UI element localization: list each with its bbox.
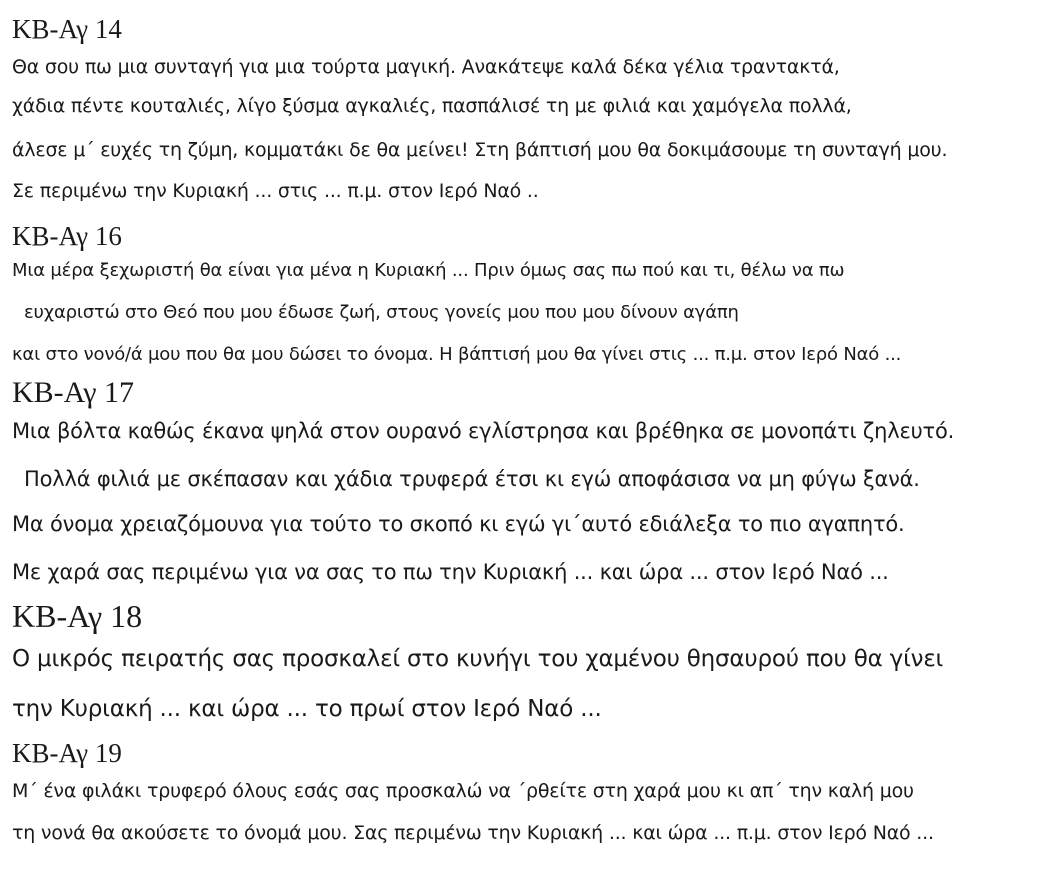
- section-14-line-2: χάδια πέντε κουταλιές, λίγο ξύσμα αγκαλιές, πασπάλισέ τη με φιλιά και χαμόγελα πολλά,: [12, 95, 852, 117]
- section-heading-16: ΚΒ-Αγ 16: [12, 221, 122, 251]
- section-heading-19: ΚΒ-Αγ 19: [12, 738, 122, 768]
- section-18-line-2: την Κυριακή ... και ώρα ... το πρωί στον Ιερό Ναό ...: [12, 696, 602, 722]
- section-14-line-4: Σε περιμένω την Κυριακή ... στις ... π.μ. στον Ιερό Ναό ..: [12, 180, 539, 202]
- section-17-line-4: Με χαρά σας περιμένω για να σας το πω την Κυριακή ... και ώρα ... στον Ιερό Ναό ...: [12, 560, 889, 584]
- section-18-line-1: Ο μικρός πειρατής σας προσκαλεί στο κυνήγι του χαμένου θησαυρού που θα γίνει: [12, 646, 944, 672]
- section-17-line-1: Μια βόλτα καθώς έκανα ψηλά στον ουρανό εγλίστρησα και βρέθηκα σε μονοπάτι ζηλευτό.: [12, 419, 955, 443]
- section-14-line-3: άλεσε μ΄ ευχές τη ζύμη, κομματάκι δε θα μείνει! Στη βάπτισή μου θα δοκιμάσουμε τη συνταγή μου.: [12, 139, 948, 161]
- section-heading-14: ΚΒ-Αγ 14: [12, 14, 122, 44]
- section-16-line-1: Μια μέρα ξεχωριστή θα είναι για μένα η Κυριακή ... Πριν όμως σας πω πού και τι, θέλω να πω: [12, 260, 845, 281]
- section-16-line-3: και στο νονό/ά μου που θα μου δώσει το όνομα. Η βάπτισή μου θα γίνει στις ... π.μ. στον Ιερό Ναό ...: [12, 344, 902, 365]
- section-14-line-1: Θα σου πω μια συνταγή για μια τούρτα μαγική. Ανακάτεψε καλά δέκα γέλια τραντακτά,: [12, 56, 840, 78]
- section-16-line-2: ευχαριστώ στο Θεό που μου έδωσε ζωή, στους γονείς μου που μου δίνουν αγάπη: [24, 302, 739, 323]
- section-17-line-3: Μα όνομα χρειαζόμουνα για τούτο το σκοπό κι εγώ γι΄αυτό εδιάλεξα το πιο αγαπητό.: [12, 512, 905, 536]
- section-17-line-2: Πολλά φιλιά με σκέπασαν και χάδια τρυφερά έτσι κι εγώ αποφάσισα να μη φύγω ξανά.: [24, 467, 920, 491]
- section-19-line-1: Μ΄ ένα φιλάκι τρυφερό όλους εσάς σας προσκαλώ να ΄ρθείτε στη χαρά μου κι απ΄ την καλή μου: [12, 780, 914, 802]
- section-heading-17: ΚΒ-Αγ 17: [12, 376, 135, 409]
- section-19-line-2: τη νονά θα ακούσετε το όνομά μου. Σας περιμένω την Κυριακή ... και ώρα ... π.μ. στον Ιερό Ναό ...: [12, 822, 934, 844]
- section-heading-18: ΚΒ-Αγ 18: [12, 598, 143, 634]
